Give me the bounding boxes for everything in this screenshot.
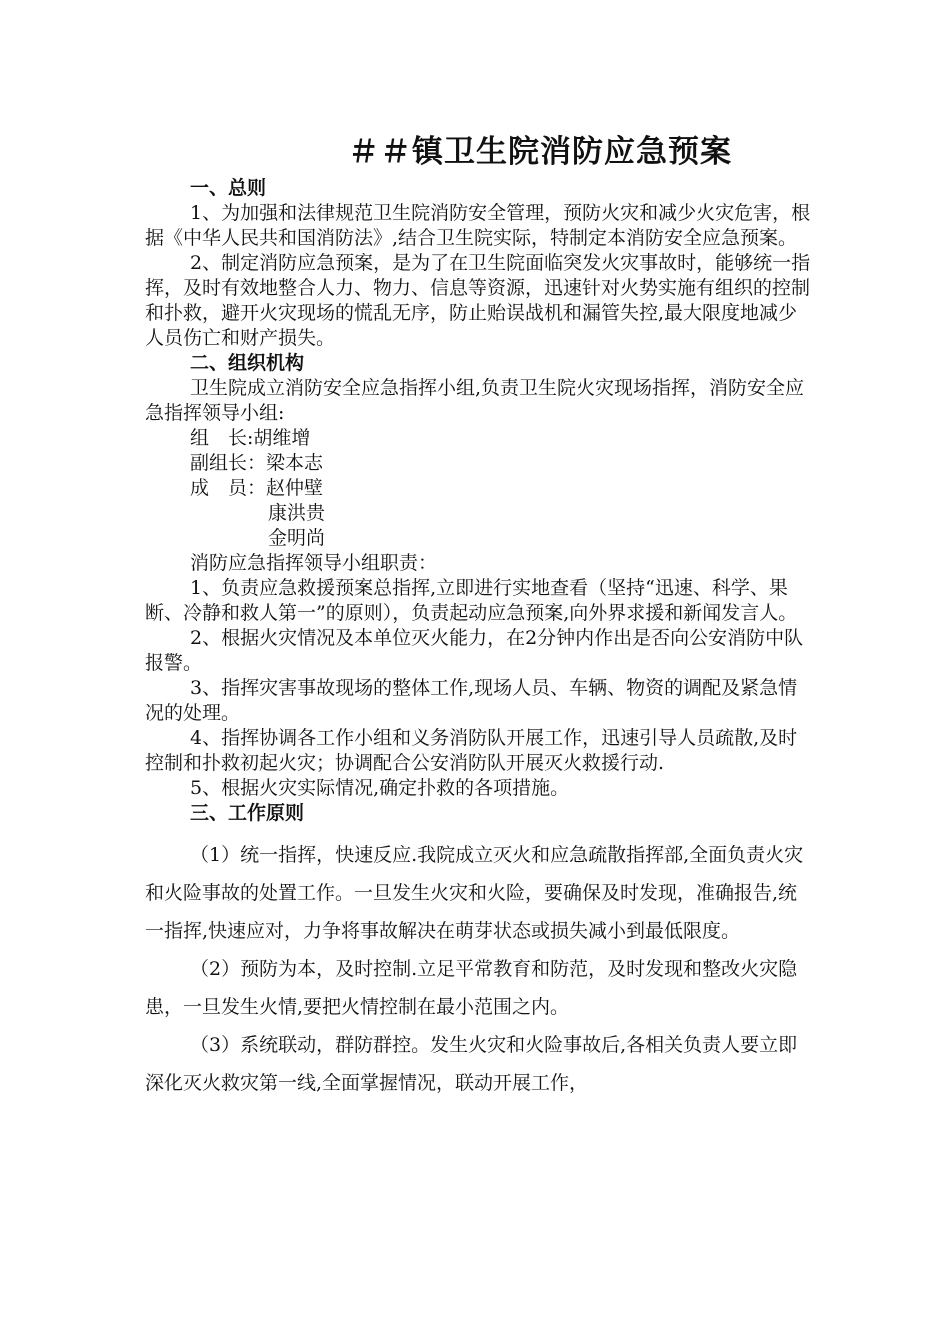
duty-item: 1、负责应急救援预案总指挥,立即进行实地查看（坚持“迅速、科学、果断、冷静和救人第一”的原则），负责起动应急预案,向外界求援和新闻发言人。 <box>145 577 798 624</box>
member-line: 金明尚 <box>268 527 326 549</box>
paragraph: 卫生院成立消防安全应急指挥小组,负责卫生院火灾现场指挥，消防安全应急指挥领导小组: <box>145 377 805 424</box>
deputy-line: 副组长：梁本志 <box>190 452 324 474</box>
document-body <box>145 176 815 1102</box>
document-title: ＃＃镇卫生院消防应急预案 <box>348 134 732 170</box>
duty-item: 4、指挥协调各工作小组和义务消防队开展工作，迅速引导人员疏散,及时控制和扑救初起火灾；协调配合公安消防队开展灭火救援行动. <box>145 727 798 774</box>
duty-item: 5、根据火灾实际情况,确定扑救的各项措施。 <box>190 777 570 799</box>
member-line: 成 员：赵仲壁 <box>190 477 324 499</box>
section-heading-organization: 二、组织机构 <box>190 352 305 374</box>
paragraph: 2、制定消防应急预案，是为了在卫生院面临突发火灾事故时，能够统一指挥，及时有效地整合人力、物力、信息等资源，迅速针对火势实施有组织的控制和扑救，避开火灾现场的慌乱无序，防止贻误战机和漏管失控,最大限度地减少人员伤亡和财产损失。 <box>145 252 811 349</box>
duty-item: 2、根据火灾情况及本单位灭火能力，在2分钟内作出是否向公安消防中队报警。 <box>145 627 804 674</box>
principle-item: （1）统一指挥，快速反应.我院成立灭火和应急疏散指挥部,全面负责火灾和火险事故的处置工作。一旦发生火灾和火险，要确保及时发现，准确报告,统一指挥,快速应对，力争将事故解决在萌芽状态或损失减小到最低限度。 <box>145 844 804 942</box>
section-heading-general: 一、总则 <box>190 177 267 199</box>
duty-item: 3、指挥灾害事故现场的整体工作,现场人员、车辆、物资的调配及紧急情况的处理。 <box>145 677 798 724</box>
paragraph: 1、为加强和法律规范卫生院消防安全管理，预防火灾和减少火灾危害，根据《中华人民共和国消防法》,结合卫生院实际，特制定本消防安全应急预案。 <box>145 202 811 249</box>
leader-line: 组 长:胡维增 <box>190 427 311 449</box>
principles-block <box>145 836 815 1102</box>
principle-item: （3）系统联动，群防群控。发生火灾和火险事故后,各相关负责人要立即深化灭火救灾第一线,全面掌握情况，联动开展工作， <box>145 1034 798 1094</box>
member-line: 康洪贵 <box>268 502 326 524</box>
principle-item: （2）预防为本，及时控制.立足平常教育和防范，及时发现和整改火灾隐患，一旦发生火情,要把火情控制在最小范围之内。 <box>145 958 798 1018</box>
section-heading-principles: 三、工作原则 <box>190 802 305 824</box>
duty-heading: 消防应急指挥领导小组职责： <box>190 552 438 574</box>
